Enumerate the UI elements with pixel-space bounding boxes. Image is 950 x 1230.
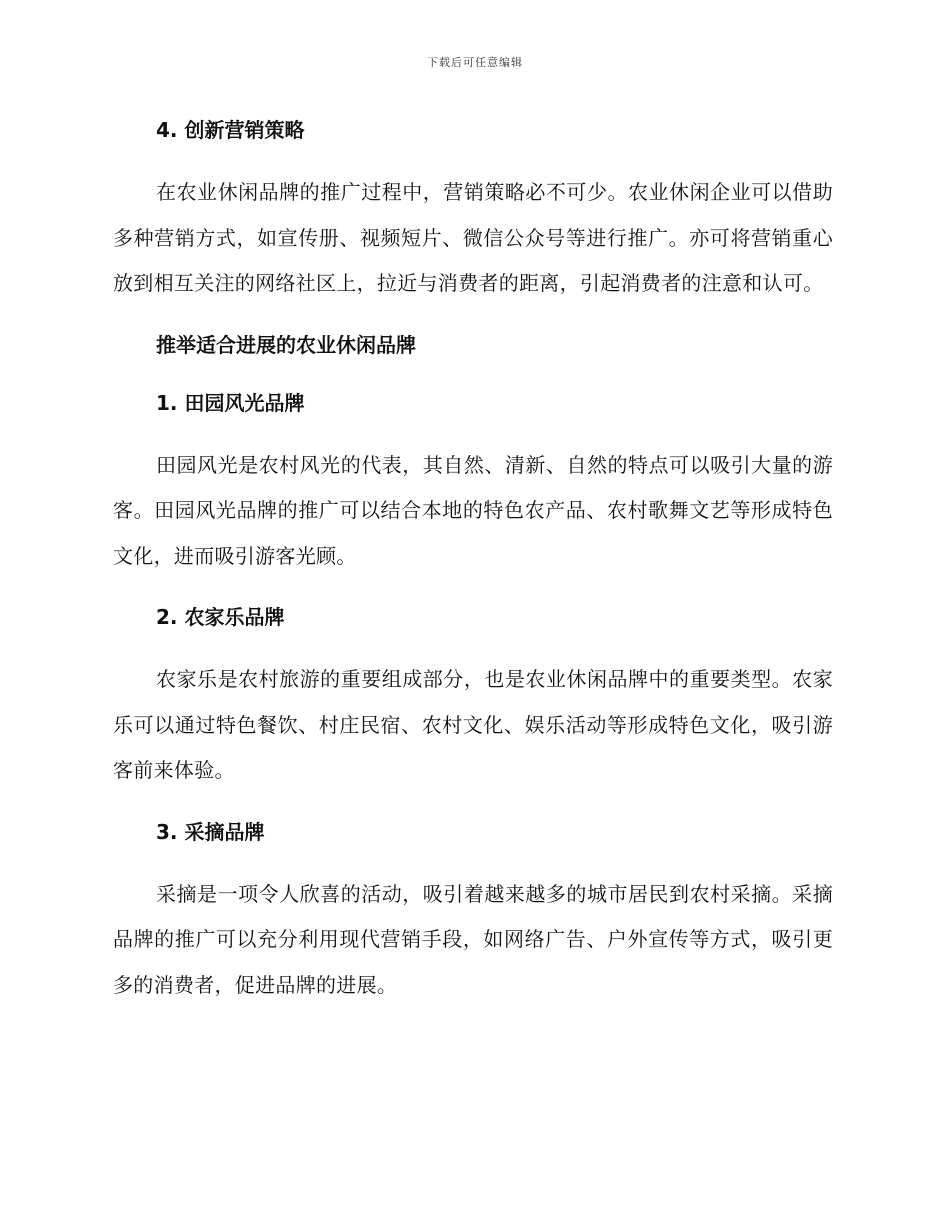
section-heading-farm-stay: 2. 农家乐品牌 (156, 605, 285, 629)
page-header: 下载后可任意编辑 (427, 56, 523, 69)
section-heading-marketing-strategy: 4. 创新营销策略 (156, 118, 305, 142)
section-paragraph-pastoral-scenery: 田园风光是农村风光的代表，其自然、清新、自然的特点可以吸引大量的游客。田园风光品牌的推广可以结合本地的特色农产品、农村歌舞文艺等形成特色文化，进而吸引游客光顾。 (113, 452, 833, 568)
section-heading-picking: 3. 采摘品牌 (156, 819, 265, 844)
document-body (113, 112, 833, 1028)
section-paragraph-marketing-strategy: 在农业休闲品牌的推广过程中，营销策略必不可少。农业休闲企业可以借助多种营销方式，如宣传册、视频短片、微信公众号等进行推广。亦可将营销重心放到相互关注的网络社区上，拉近与消费者的距离，引起消费者的注意和认可。 (113, 180, 833, 295)
section-paragraph-farm-stay: 农家乐是农村旅游的重要组成部分，也是农业休闲品牌中的重要类型。农家乐可以通过特色餐饮、村庄民宿、农村文化、娱乐活动等形成特色文化，吸引游客前来体验。 (113, 667, 833, 782)
section-heading-recommended-brands: 推举适合进展的农业休闲品牌 (156, 332, 416, 357)
section-paragraph-picking: 采摘是一项令人欣喜的活动，吸引着越来越多的城市居民到农村采摘。采摘品牌的推广可以充分利用现代营销手段，如网络广告、户外宣传等方式，吸引更多的消费者，促进品牌的进展。 (113, 881, 833, 997)
section-heading-pastoral-scenery: 1. 田园风光品牌 (156, 390, 305, 415)
